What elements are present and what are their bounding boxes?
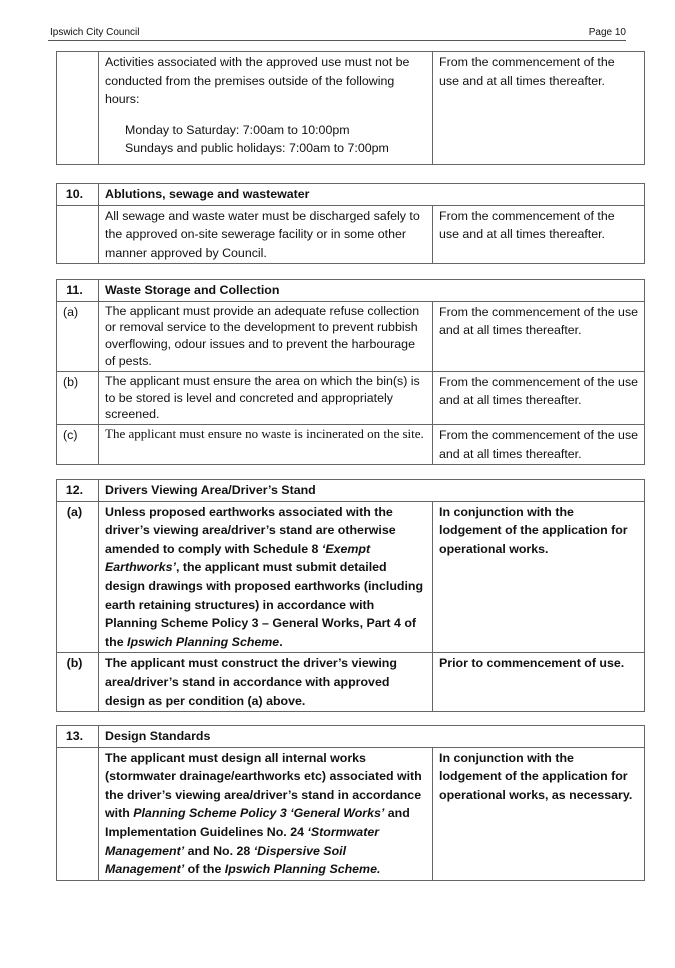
text-part: of the	[184, 862, 225, 877]
table-row	[57, 371, 645, 424]
section-header-row	[57, 280, 645, 302]
text-part: Unless proposed earthworks associated with the driver’s viewing area/driver’s stand are otherwise amended to comply with Schedule 8	[105, 504, 396, 556]
condition-text: The applicant must construct the driver’s viewing area/driver’s stand in accordance with approved design as per condition (a) above.	[99, 653, 433, 712]
condition-text: The applicant must ensure the area on which the bin(s) is to be stored is level and concreted and appropriately screened.	[99, 371, 433, 424]
table-row	[57, 653, 645, 712]
empty-number-cell	[57, 205, 99, 264]
hours-list	[125, 121, 426, 158]
condition-12-table	[56, 479, 645, 712]
section-title: Ablutions, sewage and wastewater	[99, 184, 645, 206]
condition-text	[99, 52, 433, 165]
italic-part: ‘Dispersive Soil Management’	[105, 843, 347, 877]
condition-10-table	[56, 183, 645, 264]
italic-part: Ipswich Planning Scheme.	[224, 862, 381, 877]
condition-13-table	[56, 725, 645, 881]
table-row	[57, 501, 645, 653]
council-name: Ipswich City Council	[50, 27, 140, 38]
section-number: 12.	[57, 480, 99, 502]
condition-text: The applicant must provide an adequate refuse collection or removal service to the development to prevent rubbish overflowing, odour issues and to prevent the harbourage of pests.	[99, 301, 433, 371]
hours-sundays: Sundays and public holidays: 7:00am to 7:00pm	[125, 141, 389, 156]
item-label: (a)	[57, 301, 99, 371]
timing-text: From the commencement of the use and at all times thereafter.	[433, 301, 645, 371]
item-label: (c)	[57, 425, 99, 465]
text-part: The applicant must design all internal works (stormwater drainage/earthworks etc) associated with the driver’s viewing area/driver’s stand in accordance with	[105, 750, 422, 821]
table-row	[57, 52, 645, 165]
timing-text: In conjunction with the lodgement of the application for operational works.	[433, 501, 645, 653]
empty-number-cell	[57, 747, 99, 880]
italic-part: Ipswich Planning Scheme	[127, 634, 280, 649]
table-row	[57, 205, 645, 264]
table-row	[57, 747, 645, 880]
timing-text: From the commencement of the use and at all times thereafter.	[433, 205, 645, 264]
empty-number-cell	[57, 52, 99, 165]
item-label: (a)	[57, 501, 99, 653]
table-row	[57, 301, 645, 371]
text-part: and No. 28	[184, 843, 254, 858]
hours-condition-table	[56, 51, 645, 165]
page-number: Page 10	[588, 27, 626, 38]
condition-text: The applicant must ensure no waste is incinerated on the site.	[99, 425, 433, 465]
section-title: Design Standards	[99, 726, 645, 748]
timing-text: From the commencement of the use and at all times thereafter.	[433, 371, 645, 424]
timing-text: From the commencement of the use and at all times thereafter.	[433, 52, 645, 165]
timing-text: From the commencement of the use and at all times thereafter.	[433, 425, 645, 465]
page-header	[48, 26, 626, 41]
condition-11-table	[56, 279, 645, 465]
section-header-row	[57, 726, 645, 748]
text-part: , the applicant must submit detailed design drawings with proposed earthworks (including earth retaining structures) in accordance with Planning Scheme Policy 3 – General Works, Part 4 of the	[105, 560, 424, 649]
section-number: 13.	[57, 726, 99, 748]
hours-intro: Activities associated with the approved use must not be conducted from the premises outside of the following hours:	[105, 55, 410, 107]
item-label: (b)	[57, 653, 99, 712]
text-part: and Implementation Guidelines No. 24	[105, 806, 410, 839]
hours-weekdays: Monday to Saturday: 7:00am to 10:00pm	[125, 122, 350, 137]
italic-part: ‘Stormwater Management’	[105, 824, 380, 858]
section-title: Drivers Viewing Area/Driver’s Stand	[99, 480, 645, 502]
section-header-row	[57, 184, 645, 206]
table-row	[57, 425, 645, 465]
condition-text	[99, 747, 433, 880]
section-number: 11.	[57, 280, 99, 302]
item-label: (b)	[57, 371, 99, 424]
text-part: .	[279, 634, 283, 649]
section-title: Waste Storage and Collection	[99, 280, 645, 302]
timing-text: Prior to commencement of use.	[433, 653, 645, 712]
section-header-row	[57, 480, 645, 502]
italic-part: ‘Exempt Earthworks’	[105, 541, 371, 575]
timing-text: In conjunction with the lodgement of the application for operational works, as necessary.	[433, 747, 645, 880]
italic-part: Planning Scheme Policy 3 ‘General Works’	[133, 806, 385, 821]
condition-text	[99, 501, 433, 653]
condition-text: All sewage and waste water must be discharged safely to the approved on-site sewerage facility or in some other manner approved by Council.	[99, 205, 433, 264]
section-number: 10.	[57, 184, 99, 206]
